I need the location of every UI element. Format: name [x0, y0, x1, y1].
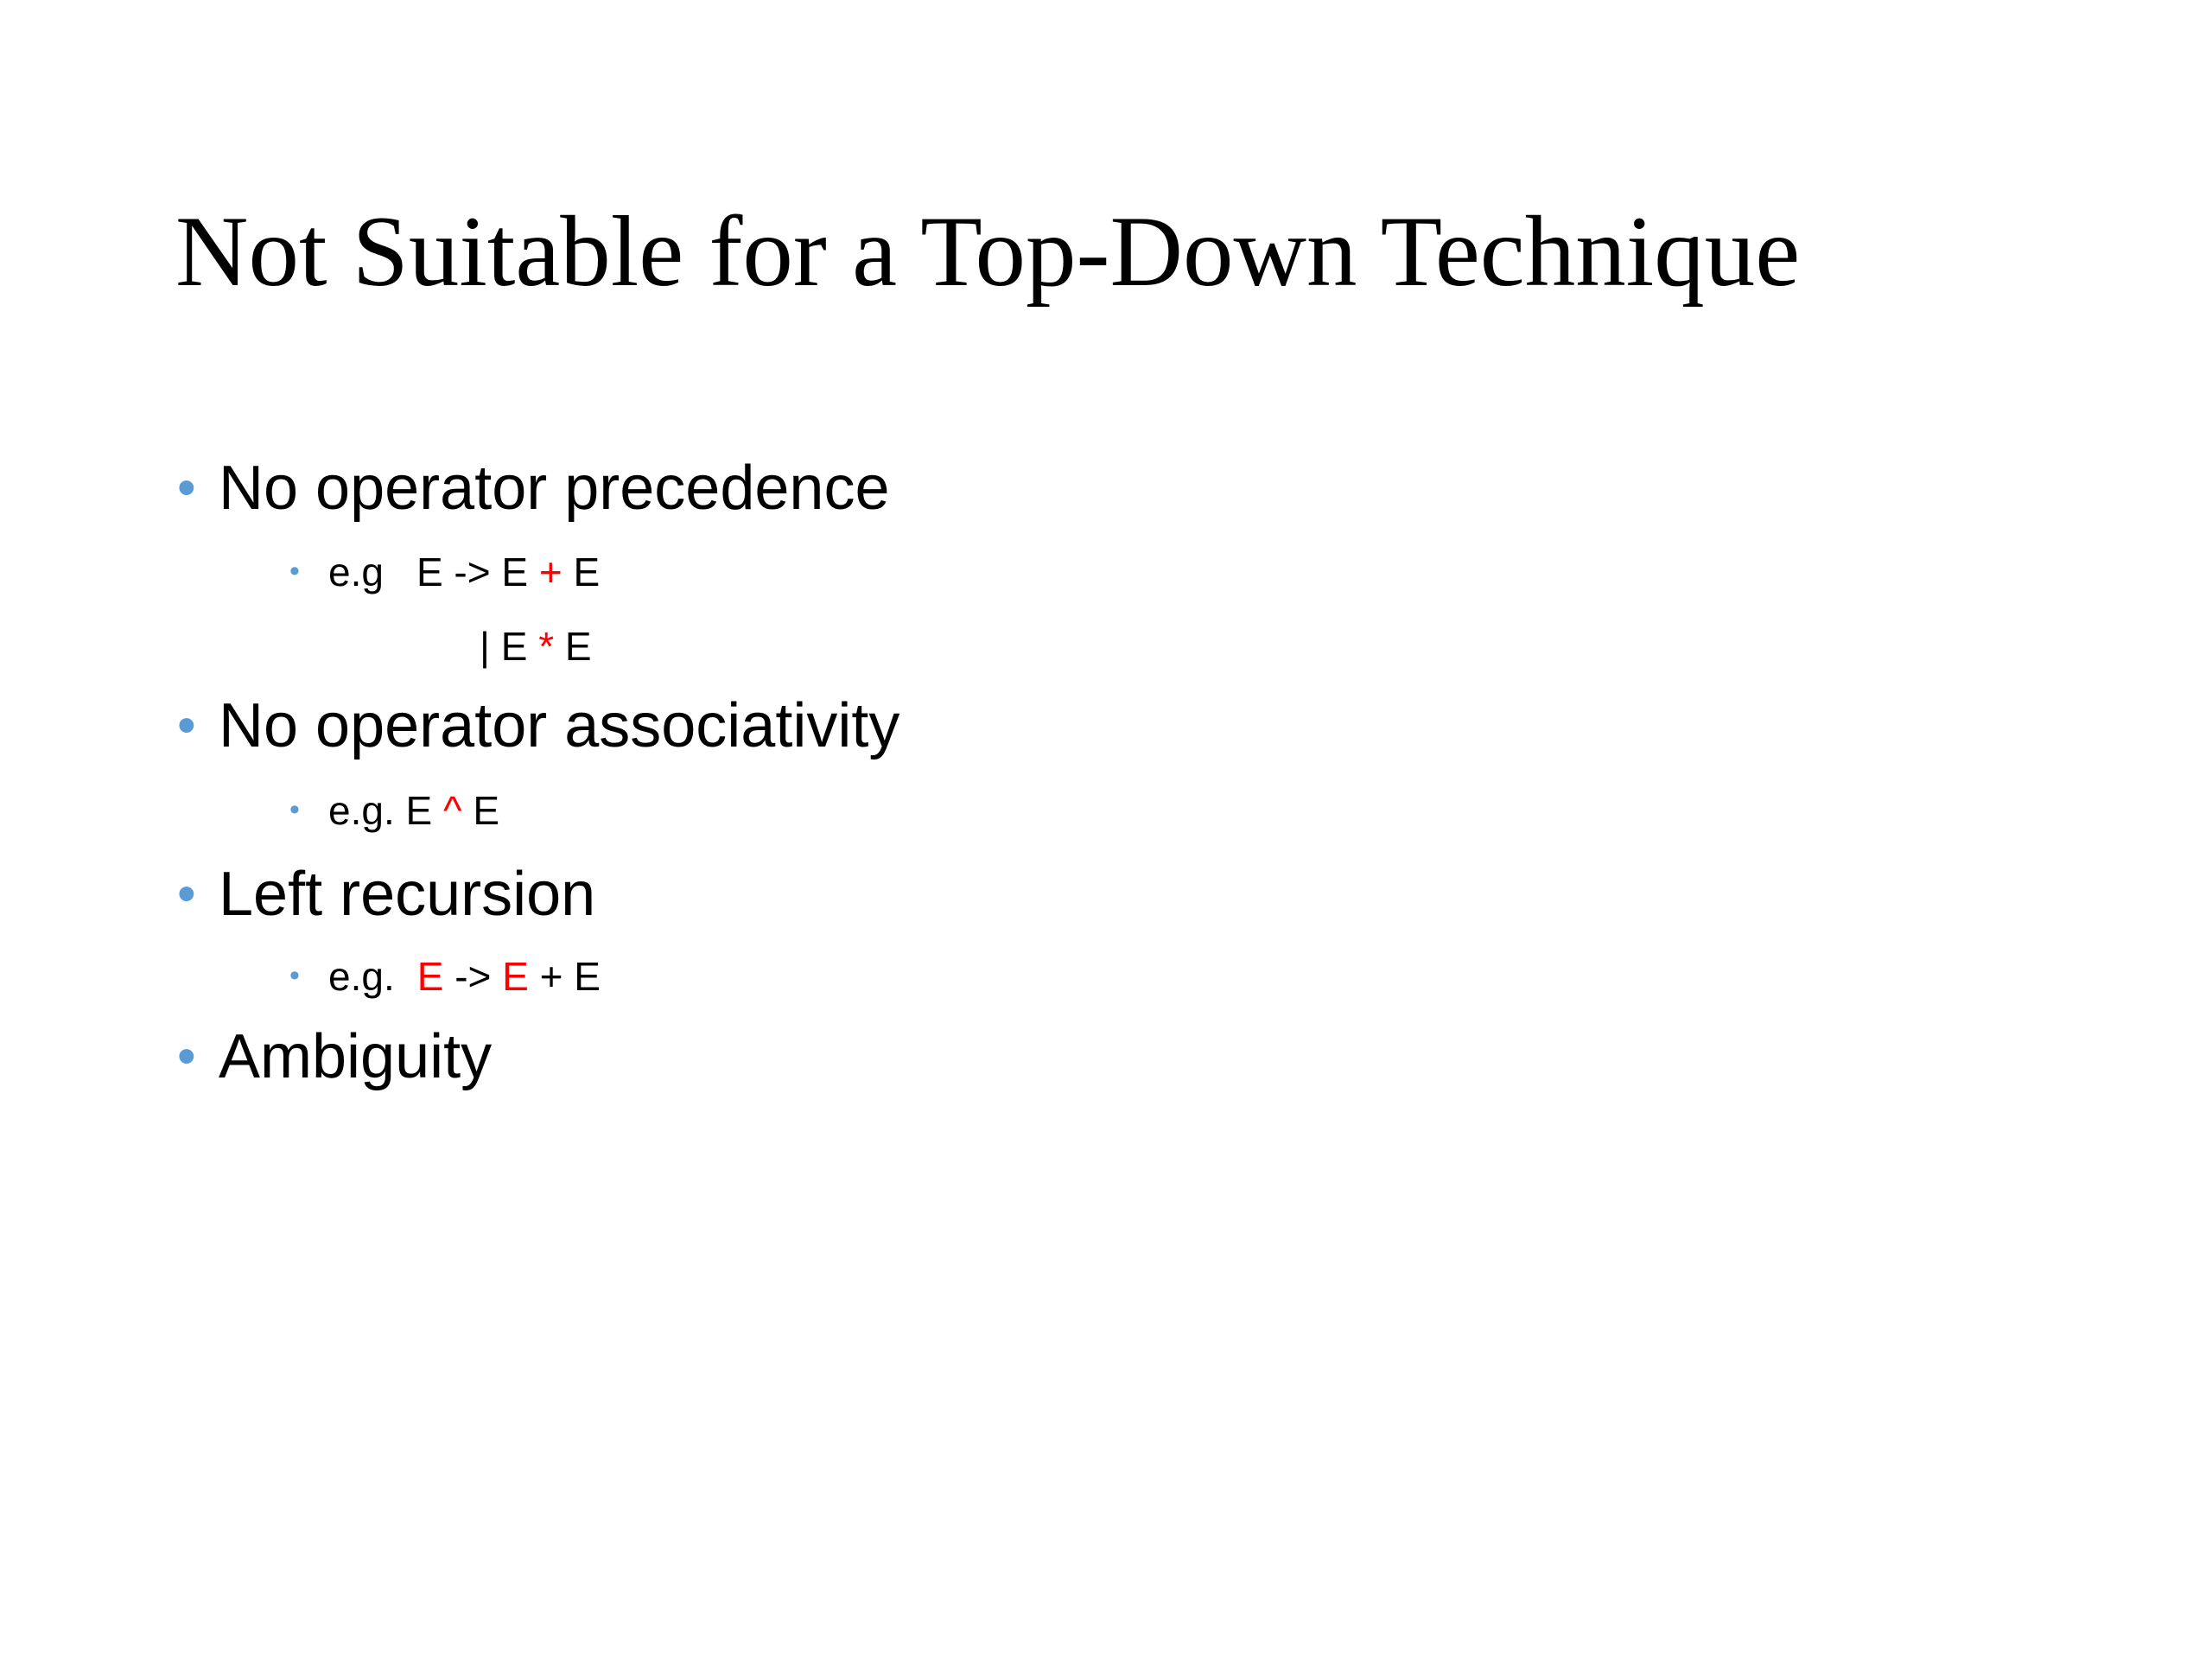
example-prefix: e.g. — [328, 954, 395, 999]
bullet-left-recursion — [177, 855, 595, 937]
sub-bullet-dot-icon: • — [289, 959, 300, 992]
grammar-part: E — [394, 788, 443, 833]
grammar-part: | E — [480, 624, 539, 669]
bullet-dot-icon: • — [177, 458, 196, 518]
operator-plus: + — [538, 550, 563, 594]
bullet-operator-associativity — [177, 687, 899, 768]
sub-bullet-dot-icon: • — [289, 793, 300, 826]
grammar-part: E — [461, 788, 500, 833]
bullet-ambiguity — [177, 1018, 492, 1099]
bullet-text: No operator precedence — [219, 454, 890, 523]
bullet-dot-icon: • — [177, 1027, 196, 1086]
bullet-text: No operator associativity — [219, 691, 900, 760]
grammar-continuation — [480, 620, 592, 672]
nonterminal-e-rhs: E — [502, 954, 529, 999]
bullet-text: Left recursion — [219, 860, 596, 929]
grammar-part: E -> E — [416, 550, 539, 594]
example-prefix: e.g. — [328, 788, 395, 833]
grammar-arrow: -> — [443, 954, 503, 999]
operator-caret: ^ — [442, 788, 462, 833]
sub-bullet-dot-icon: • — [289, 555, 300, 588]
bullet-dot-icon: • — [177, 696, 196, 755]
sub-bullet-precedence-example — [289, 546, 600, 602]
slide-title: Not Suitable for a Top-Down Technique — [175, 196, 1801, 308]
grammar-part: E — [562, 550, 601, 594]
grammar-part: + E — [528, 954, 601, 999]
nonterminal-e-lhs: E — [416, 954, 444, 999]
bullet-text: Ambiguity — [219, 1022, 493, 1091]
bullet-operator-precedence — [177, 449, 890, 531]
operator-star: * — [538, 624, 555, 669]
sub-bullet-associativity-example — [289, 785, 499, 841]
sub-bullet-left-recursion-example — [289, 950, 601, 1007]
example-prefix: e.g — [328, 550, 384, 594]
grammar-part: E — [554, 624, 592, 669]
bullet-dot-icon: • — [177, 864, 196, 924]
